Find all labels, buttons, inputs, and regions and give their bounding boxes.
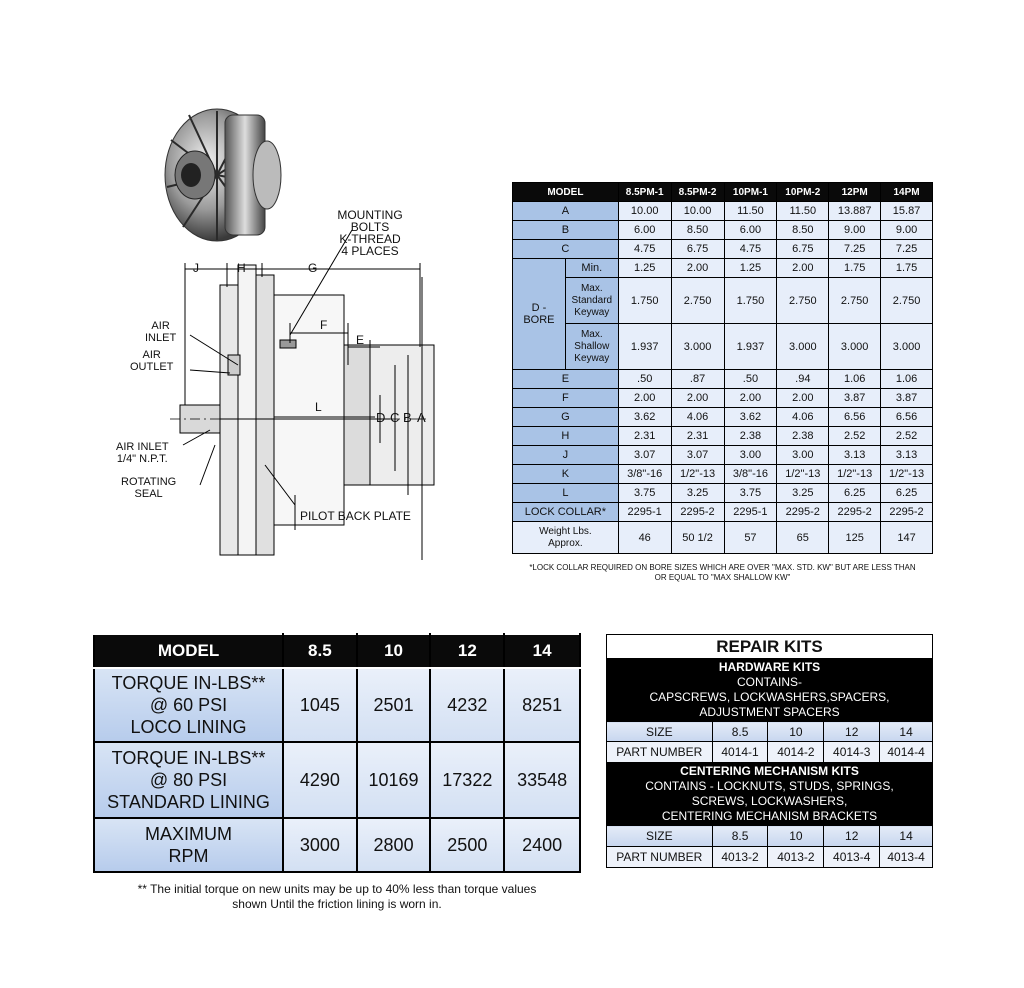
header-cell: 14PM: [881, 183, 933, 202]
table-cell: 6.56: [829, 408, 881, 427]
table-cell: 7.25: [829, 240, 881, 259]
table-cell: 3.13: [829, 446, 881, 465]
table-cell: 14: [880, 826, 933, 847]
table-cell: .94: [777, 370, 829, 389]
header-cell: 12: [430, 634, 504, 668]
table-cell: 6.00: [724, 221, 777, 240]
table-row: [94, 742, 580, 818]
dim-b-label: B: [403, 410, 412, 425]
table-cell: 8.50: [777, 221, 829, 240]
table-cell: 14: [880, 722, 933, 742]
torque-footnote: ** The initial torque on new units may be up to 40% less than torque values shown Until the friction lining is worn in.: [137, 882, 537, 911]
table-cell: 12: [824, 826, 880, 847]
table-cell: .50: [724, 370, 777, 389]
table-row: [607, 847, 933, 868]
dim-j-label: J: [193, 261, 199, 275]
air-inlet-npt-label: AIR INLET 1/4" N.P.T.: [116, 441, 169, 465]
torque-table-header: [94, 634, 580, 668]
table-cell: 4232: [430, 668, 504, 742]
table-cell: 1.75: [881, 259, 933, 278]
table-cell: 2295-1: [618, 503, 671, 522]
table-cell: 1.06: [881, 370, 933, 389]
table-row: [513, 259, 933, 278]
table-cell: 2295-2: [829, 503, 881, 522]
table-row: [513, 408, 933, 427]
table-cell: 1.25: [724, 259, 777, 278]
table-cell: 2.00: [724, 389, 777, 408]
table-cell: 3/8"-16: [618, 465, 671, 484]
table-cell: 125: [829, 522, 881, 554]
table-cell: 1.937: [618, 324, 671, 370]
table-row: [94, 668, 580, 742]
dim-h-label: H: [237, 261, 246, 275]
table-row: [513, 465, 933, 484]
table-cell: 2.00: [618, 389, 671, 408]
table-cell: 57: [724, 522, 777, 554]
table-cell: 4.75: [618, 240, 671, 259]
table-cell: 2.52: [829, 427, 881, 446]
table-cell: 3.25: [671, 484, 724, 503]
table-cell: 2.750: [881, 278, 933, 324]
table-cell: 3.000: [671, 324, 724, 370]
repair-kits-table: [606, 634, 933, 868]
table-cell: 3.62: [724, 408, 777, 427]
table-cell: 12: [824, 722, 880, 742]
bore-label: D - BORE: [513, 259, 566, 370]
dim-e-label: E: [356, 333, 365, 347]
dimension-table-header: [513, 183, 933, 202]
lock-collar-footnote: *LOCK COLLAR REQUIRED ON BORE SIZES WHICH ARE OVER "MAX. STD. KW" BUT ARE LESS THAN OR EQUAL TO "MAX SHALLOW KW": [529, 563, 916, 582]
table-cell: 3.000: [777, 324, 829, 370]
table-row: [607, 722, 933, 742]
dim-a-label: A: [417, 410, 426, 425]
table-cell: 8.5: [712, 722, 768, 742]
header-cell: 10: [357, 634, 431, 668]
row-label: C: [513, 240, 619, 259]
table-cell: 4013-4: [880, 847, 933, 868]
table-cell: 3.75: [724, 484, 777, 503]
row-label: PART NUMBER: [607, 847, 713, 868]
table-cell: 2.750: [777, 278, 829, 324]
table-cell: 3.87: [881, 389, 933, 408]
table-cell: 4013-2: [712, 847, 768, 868]
table-cell: 17322: [430, 742, 504, 818]
table-cell: 50 1/2: [671, 522, 724, 554]
row-label: F: [513, 389, 619, 408]
table-cell: 2.00: [777, 389, 829, 408]
table-cell: 2.00: [671, 259, 724, 278]
table-row: [513, 427, 933, 446]
table-cell: 1.937: [724, 324, 777, 370]
dim-f-label: F: [320, 318, 328, 332]
table-row: [94, 818, 580, 872]
table-cell: 6.00: [618, 221, 671, 240]
header-cell: 10PM-2: [777, 183, 829, 202]
table-row: [607, 742, 933, 763]
dim-l-label: L: [315, 400, 322, 414]
table-cell: 4013-4: [824, 847, 880, 868]
table-cell: 1/2"-13: [829, 465, 881, 484]
table-cell: 2501: [357, 668, 431, 742]
table-cell: 6.25: [829, 484, 881, 503]
header-cell: 8.5: [283, 634, 357, 668]
table-cell: 8.50: [671, 221, 724, 240]
centering-kits-header: CENTERING MECHANISM KITS CONTAINS - LOCKNUTS, STUDS, SPRINGS, SCREWS, LOCKWASHERS, CENTERING MECHANISM BRACKETS: [607, 763, 933, 826]
row-label: SIZE: [607, 722, 713, 742]
table-cell: 4014-3: [824, 742, 880, 763]
table-cell: 4.06: [777, 408, 829, 427]
row-label: L: [513, 484, 619, 503]
table-cell: 3.25: [777, 484, 829, 503]
table-cell: 4014-1: [712, 742, 768, 763]
table-cell: 3.000: [881, 324, 933, 370]
row-label: TORQUE IN-LBS** @ 60 PSI LOCO LINING: [94, 668, 283, 742]
header-cell: 8.5PM-1: [618, 183, 671, 202]
table-row: [513, 484, 933, 503]
table-cell: 2.31: [671, 427, 724, 446]
row-label: Min.: [565, 259, 618, 278]
row-label: Max. Shallow Keyway: [565, 324, 618, 370]
table-cell: 4.75: [724, 240, 777, 259]
table-cell: 4290: [283, 742, 357, 818]
header-cell: MODEL: [94, 634, 283, 668]
table-row: [513, 240, 933, 259]
table-cell: 2295-1: [724, 503, 777, 522]
table-cell: 9.00: [881, 221, 933, 240]
table-cell: 1045: [283, 668, 357, 742]
table-cell: 4014-4: [880, 742, 933, 763]
table-cell: 4.06: [671, 408, 724, 427]
table-cell: 4014-2: [768, 742, 824, 763]
table-cell: 10169: [357, 742, 431, 818]
table-row: [513, 324, 933, 370]
table-cell: 3000: [283, 818, 357, 872]
header-cell: 8.5PM-2: [671, 183, 724, 202]
table-cell: 3.07: [618, 446, 671, 465]
table-cell: 10: [768, 722, 824, 742]
table-cell: 3.62: [618, 408, 671, 427]
row-label: B: [513, 221, 619, 240]
table-cell: 10.00: [671, 202, 724, 221]
table-cell: 33548: [504, 742, 580, 818]
table-row: [607, 826, 933, 847]
air-outlet-label: AIR OUTLET: [130, 349, 174, 373]
table-cell: 10: [768, 826, 824, 847]
table-cell: 2400: [504, 818, 580, 872]
table-cell: 3.75: [618, 484, 671, 503]
table-cell: 3.87: [829, 389, 881, 408]
row-label: SIZE: [607, 826, 713, 847]
table-cell: 3.07: [671, 446, 724, 465]
dim-c-label: C: [390, 410, 400, 425]
header-cell: 12PM: [829, 183, 881, 202]
table-row: [513, 389, 933, 408]
table-cell: 2.750: [829, 278, 881, 324]
row-label: Max. Standard Keyway: [565, 278, 618, 324]
torque-table: [93, 633, 581, 873]
row-label: TORQUE IN-LBS** @ 80 PSI STANDARD LINING: [94, 742, 283, 818]
hardware-kits-header: HARDWARE KITS CONTAINS- CAPSCREWS, LOCKWASHERS,SPACERS, ADJUSTMENT SPACERS: [607, 659, 933, 722]
table-row: [513, 370, 933, 389]
repair-kits-title: REPAIR KITS: [607, 635, 933, 659]
row-label: LOCK COLLAR*: [513, 503, 619, 522]
row-label: E: [513, 370, 619, 389]
table-cell: 2295-2: [671, 503, 724, 522]
row-label: K: [513, 465, 619, 484]
table-cell: 9.00: [829, 221, 881, 240]
row-label: A: [513, 202, 619, 221]
table-cell: 65: [777, 522, 829, 554]
mounting-bolts-label: MOUNTING BOLTS K-THREAD 4 PLACES: [337, 208, 403, 258]
table-cell: 46: [618, 522, 671, 554]
table-cell: 6.75: [671, 240, 724, 259]
table-cell: 6.75: [777, 240, 829, 259]
table-cell: 1.750: [618, 278, 671, 324]
table-cell: 2500: [430, 818, 504, 872]
dim-g-label: G: [308, 261, 318, 275]
table-cell: 2.00: [671, 389, 724, 408]
table-cell: 8.5: [712, 826, 768, 847]
row-label: G: [513, 408, 619, 427]
table-cell: 11.50: [777, 202, 829, 221]
table-cell: 3.000: [829, 324, 881, 370]
table-cell: 6.25: [881, 484, 933, 503]
table-cell: 10.00: [618, 202, 671, 221]
rotating-seal-label: ROTATING SEAL: [121, 476, 177, 500]
table-cell: 2.38: [777, 427, 829, 446]
table-cell: 2.38: [724, 427, 777, 446]
row-label: MAXIMUM RPM: [94, 818, 283, 872]
table-row: [513, 202, 933, 221]
header-cell: 14: [504, 634, 580, 668]
table-cell: 1/2"-13: [777, 465, 829, 484]
table-cell: 1.750: [724, 278, 777, 324]
table-cell: .87: [671, 370, 724, 389]
table-cell: 1/2"-13: [881, 465, 933, 484]
table-row: [513, 522, 933, 554]
table-cell: 2295-2: [881, 503, 933, 522]
table-cell: 2.52: [881, 427, 933, 446]
table-cell: 2800: [357, 818, 431, 872]
row-label: H: [513, 427, 619, 446]
dimension-table: [512, 182, 933, 554]
table-cell: 147: [881, 522, 933, 554]
table-cell: 11.50: [724, 202, 777, 221]
table-row: [513, 221, 933, 240]
table-cell: 1.25: [618, 259, 671, 278]
table-cell: 6.56: [881, 408, 933, 427]
header-cell: MODEL: [513, 183, 619, 202]
table-row: [513, 278, 933, 324]
table-row: [513, 503, 933, 522]
air-inlet-label: AIR INLET: [145, 320, 177, 344]
row-label: PART NUMBER: [607, 742, 713, 763]
row-label: J: [513, 446, 619, 465]
table-cell: .50: [618, 370, 671, 389]
table-cell: 2.00: [777, 259, 829, 278]
table-cell: 2.750: [671, 278, 724, 324]
table-cell: 2.31: [618, 427, 671, 446]
table-cell: 13.887: [829, 202, 881, 221]
header-cell: 10PM-1: [724, 183, 777, 202]
row-label: Weight Lbs. Approx.: [513, 522, 619, 554]
table-cell: 4013-2: [768, 847, 824, 868]
table-cell: 8251: [504, 668, 580, 742]
table-cell: 1.75: [829, 259, 881, 278]
table-cell: 7.25: [881, 240, 933, 259]
table-cell: 1/2"-13: [671, 465, 724, 484]
table-cell: 3.00: [777, 446, 829, 465]
table-cell: 3.00: [724, 446, 777, 465]
table-cell: 1.06: [829, 370, 881, 389]
table-row: [513, 446, 933, 465]
pilot-back-plate-label: PILOT BACK PLATE: [300, 509, 411, 523]
table-cell: 3/8"-16: [724, 465, 777, 484]
table-cell: 15.87: [881, 202, 933, 221]
table-cell: 2295-2: [777, 503, 829, 522]
dim-d-label: D: [376, 410, 386, 425]
table-cell: 3.13: [881, 446, 933, 465]
